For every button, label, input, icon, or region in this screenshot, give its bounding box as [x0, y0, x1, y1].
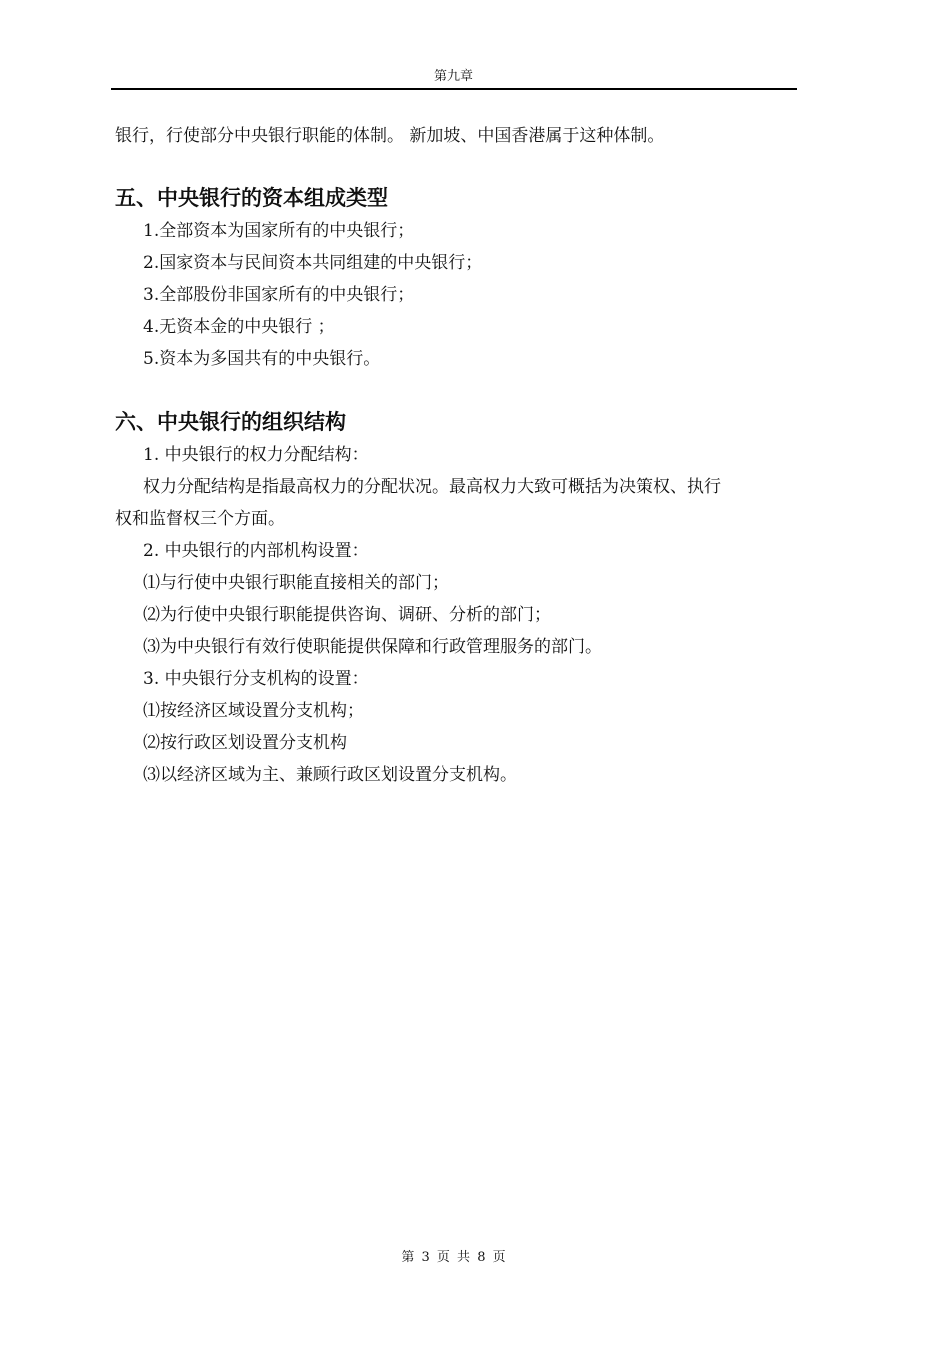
- section5-item: 1.全部资本为国家所有的中央银行；: [143, 221, 415, 241]
- section6-paragraph-line: 权和监督权三个方面。: [115, 509, 285, 529]
- section5-item: 4.无资本金的中央银行 ；: [143, 317, 335, 337]
- section6-line: 1. 中央银行的权力分配结构：: [143, 445, 369, 465]
- section6-line: ⑵为行使中央银行职能提供咨询、调研、分析的部门；: [143, 605, 551, 625]
- section6-line: ⑴与行使中央银行职能直接相关的部门；: [143, 573, 449, 593]
- section6-paragraph-line: 权力分配结构是指最高权力的分配状况。最高权力大致可概括为决策权、执行: [143, 477, 721, 497]
- section6-heading: 六、中央银行的组织结构: [115, 410, 346, 434]
- header-rule: [111, 88, 797, 90]
- header-chapter-title: 第九章: [433, 69, 473, 84]
- section6-line: ⑶为中央银行有效行使职能提供保障和行政管理服务的部门。: [143, 637, 602, 657]
- section6-line: ⑴按经济区域设置分支机构；: [143, 701, 364, 721]
- section5-item: 2.国家资本与民间资本共同组建的中央银行；: [143, 253, 483, 273]
- section5-heading: 五、中央银行的资本组成类型: [115, 186, 388, 210]
- intro-line: 银行，行使部分中央银行职能的体制。 新加坡、中国香港属于这种体制。: [115, 126, 665, 146]
- section6-line: 2. 中央银行的内部机构设置：: [143, 541, 369, 561]
- section6-line: ⑶以经济区域为主、兼顾行政区划设置分支机构。: [143, 765, 517, 785]
- section5-item: 5.资本为多国共有的中央银行。: [143, 349, 381, 369]
- section6-line: ⑵按行政区划设置分支机构: [143, 733, 347, 753]
- section5-item: 3.全部股份非国家所有的中央银行；: [143, 285, 415, 305]
- page-footer-number: 第 3 页 共 8 页: [401, 1250, 506, 1265]
- section6-line: 3. 中央银行分支机构的设置：: [143, 669, 369, 689]
